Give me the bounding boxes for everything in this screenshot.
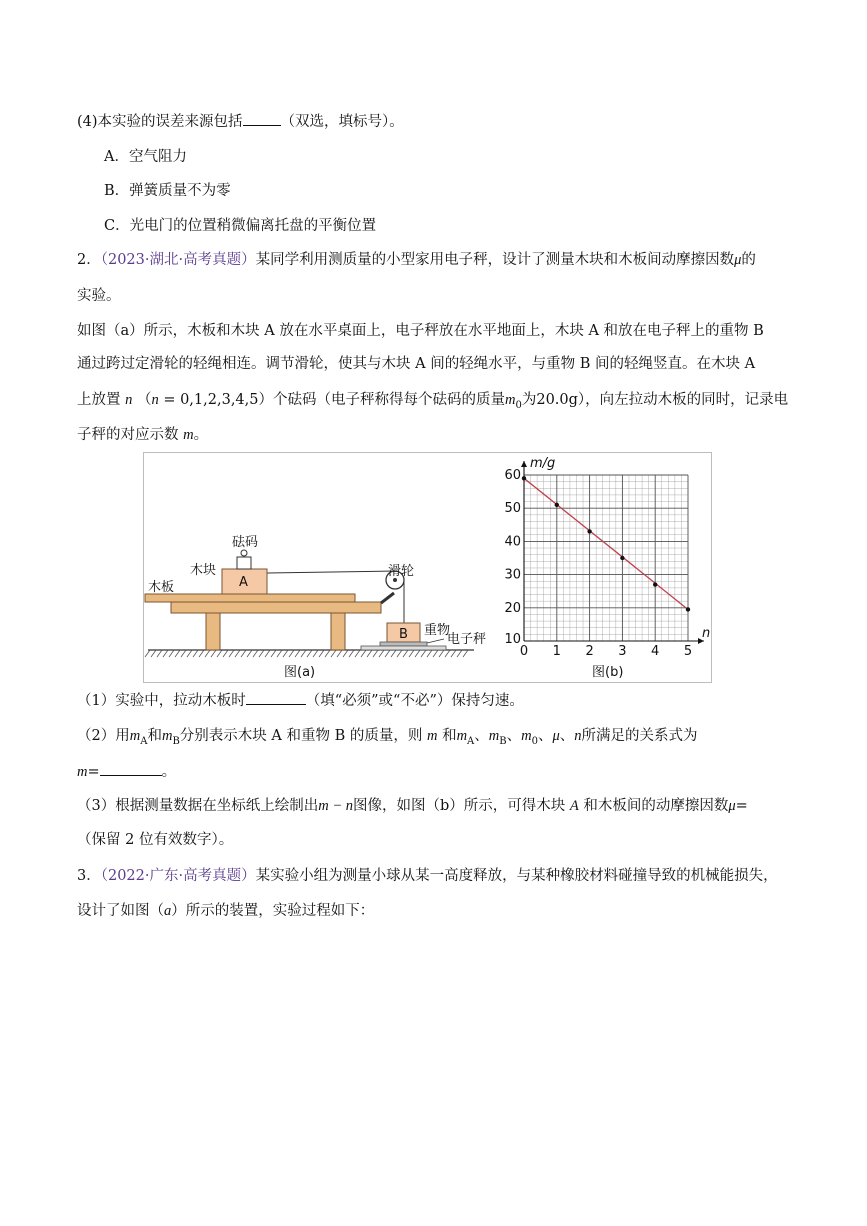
question-number: 3．: [77, 868, 101, 884]
y-tick-label: 30: [504, 567, 521, 583]
chart-fit-line: [524, 478, 688, 609]
var-m: m: [456, 728, 468, 744]
data-point: [620, 556, 624, 560]
hatch-mark: [409, 650, 414, 657]
y-tick-label: 50: [504, 501, 521, 517]
text: （: [136, 392, 152, 408]
x-tick-label: 1: [552, 644, 561, 659]
x-tick-label: 3: [618, 644, 627, 659]
figure-svg: [144, 453, 711, 682]
subscript: A: [467, 735, 475, 747]
var-n: n: [125, 392, 133, 408]
figure-box: [143, 452, 712, 683]
q2-sub3-note: （保留 2 位有效数字）。: [77, 832, 234, 848]
text: 。: [193, 427, 209, 443]
answer-blank[interactable]: [246, 690, 306, 705]
q4-stem: [77, 111, 404, 132]
q2-para-2: 通过跨过定滑轮的轻绳相连。调节滑轮，使其与木块 A 间的轻绳水平，与重物 B 间的轻绳竖直。在木块 A: [77, 356, 756, 372]
var-m: m: [521, 728, 532, 744]
data-point: [555, 503, 559, 507]
var-m: m: [488, 728, 500, 744]
text: 和: [442, 728, 457, 744]
question-source: （2023·湖北·高考真题）: [100, 252, 256, 268]
y-tick-label: 60: [504, 468, 521, 483]
text: 和木板间的动摩擦因数: [583, 798, 729, 814]
board: [145, 594, 355, 602]
x-tick-label: 2: [585, 644, 594, 659]
text: 分别表示木块 A 和重物 B 的质量，则: [179, 728, 423, 744]
q2-sub2: [77, 726, 698, 752]
q4-stem-suffix: （双选，填标号）。: [280, 114, 404, 130]
hatch-mark: [445, 650, 450, 657]
chart-x-ticks: [520, 644, 692, 659]
hatch-mark: [211, 650, 216, 657]
label-pulley: 滑轮: [388, 564, 415, 579]
var-m: m: [426, 728, 438, 744]
subscript: A: [140, 735, 148, 747]
label-board: 木板: [148, 580, 175, 595]
hatch-mark: [289, 650, 294, 657]
text: （填“必须”或“不必”）保持匀速。: [305, 693, 524, 709]
q2-text-end: 的: [741, 252, 756, 268]
subscript: 0: [515, 399, 522, 411]
hatch-mark: [181, 650, 186, 657]
text: 上放置: [77, 392, 121, 408]
q2-para-3: [77, 390, 788, 416]
text: 所满足的关系式为: [581, 728, 698, 744]
hatch-mark: [265, 650, 270, 657]
hatch-mark: [373, 650, 378, 657]
text: 和: [147, 728, 162, 744]
equals: =: [87, 764, 100, 780]
hatch-mark: [259, 650, 264, 657]
hatch-mark: [337, 650, 342, 657]
hatch-mark: [193, 650, 198, 657]
hatch-mark: [427, 650, 432, 657]
var-m: m: [129, 728, 141, 744]
equals: =: [735, 798, 748, 814]
hatch-mark: [241, 650, 246, 657]
hatch-mark: [379, 650, 384, 657]
text: 子秤的对应示数: [77, 427, 179, 443]
question-source: （2022·广东·高考真题）: [100, 868, 256, 884]
pulley-arm: [381, 593, 394, 603]
mu-symbol: μ: [734, 252, 742, 268]
hatch-mark: [367, 650, 372, 657]
q3-title: [77, 866, 778, 886]
hatch-mark: [295, 650, 300, 657]
n-values: = 0,1,2,3,4,5: [158, 392, 259, 408]
scale-pointer: [427, 639, 444, 643]
hatch-mark: [235, 650, 240, 657]
hatch-mark: [325, 650, 330, 657]
hatch-mark: [145, 650, 150, 657]
hatch-mark: [205, 650, 210, 657]
hatch-mark: [349, 650, 354, 657]
label-heavy: 重物: [424, 623, 451, 638]
hatch-mark: [421, 650, 426, 657]
hatch-mark: [151, 650, 156, 657]
var-m: m: [77, 764, 88, 780]
hatch-mark: [361, 650, 366, 657]
var-m: m: [183, 427, 194, 443]
answer-blank[interactable]: [243, 111, 281, 126]
hatch-mark: [163, 650, 168, 657]
y-axis-arrow: [521, 461, 527, 467]
x-tick-label: 0: [519, 644, 529, 659]
var-n: n: [151, 392, 159, 408]
chart-minor-grid: [524, 475, 688, 641]
var-a: a: [164, 903, 172, 919]
x-tick-label: 4: [651, 644, 660, 659]
text: ）所示的装置，实验过程如下：: [171, 903, 375, 919]
var-n: n: [574, 728, 582, 744]
text: 。: [161, 764, 177, 780]
table-leg-right: [331, 613, 345, 650]
weights-knob: [241, 550, 247, 556]
label-a: A: [239, 575, 248, 590]
var-m: m: [161, 728, 173, 744]
text: （3）根据测量数据在坐标纸上绘制出: [77, 798, 319, 814]
text: （1）实验中，拉动木板时: [77, 693, 246, 709]
hatch-mark: [463, 650, 468, 657]
caption-a: 图(a): [284, 665, 316, 680]
mu-symbol: μ: [552, 728, 560, 744]
table-leg-left: [206, 613, 220, 650]
hatch-mark: [169, 650, 174, 657]
hatch-mark: [277, 650, 282, 657]
q2-text: 某同学利用测质量的小型家用电子秤，设计了测量木块和木板间动摩擦因数: [255, 252, 735, 268]
scale-pan: [380, 642, 427, 646]
label-scale: 电子秤: [447, 632, 487, 647]
electronic-scale: [361, 646, 446, 650]
hatch-mark: [271, 650, 276, 657]
hatch-mark: [433, 650, 438, 657]
q4-option-a: A．空气阻力: [104, 149, 187, 165]
question-number: 2．: [77, 252, 101, 268]
hatch-mark: [415, 650, 420, 657]
y-tick-label: 10: [504, 632, 521, 647]
hatch-mark: [187, 650, 192, 657]
subscript: B: [172, 735, 180, 747]
hatch-mark: [397, 650, 402, 657]
hatch-mark: [307, 650, 312, 657]
hatch-mark: [319, 650, 324, 657]
mu-symbol: μ: [728, 798, 736, 814]
caption-b: 图(b): [592, 665, 624, 680]
hatch-mark: [175, 650, 180, 657]
hatch-mark: [223, 650, 228, 657]
text: 图像，如图（b）所示，可得木块: [353, 798, 566, 814]
sep: 、: [474, 728, 489, 744]
q3-text: 某实验小组为测量小球从某一高度释放，与某种橡胶材料碰撞导致的机械能损失，: [255, 868, 778, 884]
hatch-mark: [355, 650, 360, 657]
hatch-mark: [217, 650, 222, 657]
hatch-mark: [457, 650, 462, 657]
hatch-mark: [331, 650, 336, 657]
hatch-mark: [439, 650, 444, 657]
hatch-mark: [253, 650, 258, 657]
q2-para-1: 如图（a）所示，木板和木块 A 放在水平桌面上，电子秤放在水平地面上，木块 A 和放在电子秤上的重物 B: [77, 323, 764, 339]
var-m0: m: [504, 392, 516, 408]
hatch-mark: [199, 650, 204, 657]
answer-blank[interactable]: [100, 761, 162, 776]
hatch-mark: [247, 650, 252, 657]
label-weights: 砝码: [232, 535, 259, 550]
q3-line2: [77, 901, 374, 921]
rope-horizontal: [267, 571, 395, 573]
q2-title: [77, 250, 756, 270]
sep: 、: [537, 728, 553, 744]
hatch-mark: [229, 650, 234, 657]
m-n-expr: m − n: [318, 798, 353, 814]
mass-value: 20.0g: [536, 392, 578, 408]
q2-line2: 实验。: [77, 288, 121, 304]
q4-stem-text: (4)本实验的误差来源包括: [77, 114, 243, 130]
text: （2）用: [77, 728, 130, 744]
hatch-mark: [385, 650, 390, 657]
data-point: [587, 529, 591, 533]
var-a: A: [569, 798, 579, 814]
x-tick-label: 5: [683, 644, 693, 659]
subscript: 0: [531, 735, 538, 747]
apparatus-diagram: [145, 534, 486, 680]
q4-option-b: B．弹簧质量不为零: [104, 183, 231, 199]
y-tick-label: 20: [504, 600, 521, 616]
hatch-mark: [313, 650, 318, 657]
data-point: [686, 607, 690, 611]
chart-mn: [504, 456, 710, 680]
data-point: [522, 476, 526, 480]
text: 为: [521, 392, 537, 408]
sep: 、: [506, 728, 522, 744]
table-top: [171, 602, 381, 613]
hatch-mark: [157, 650, 162, 657]
fit-line: [524, 478, 688, 609]
label-b: B: [399, 627, 408, 642]
label-block: 木块: [190, 563, 217, 578]
data-point: [653, 582, 657, 586]
hatch-mark: [301, 650, 306, 657]
q2-para-4: [77, 425, 208, 445]
text: 设计了如图（: [77, 903, 164, 919]
sep: 、: [559, 728, 575, 744]
chart-x-label: n: [702, 626, 711, 641]
q4-option-c: C．光电门的位置稍微偏离托盘的平衡位置: [104, 218, 377, 234]
chart-y-label: m/g: [530, 456, 556, 471]
hatch-mark: [283, 650, 288, 657]
q2-sub1: [77, 690, 524, 711]
text: ），向左拉动木板的同时，记录电: [577, 392, 789, 408]
q2-sub2-answer: [77, 761, 176, 782]
q2-sub3: [77, 796, 748, 816]
text: ）个砝码（电子秤称得每个砝码的质量: [258, 392, 505, 408]
weights: [237, 557, 251, 569]
hatch-mark: [451, 650, 456, 657]
hatch-mark: [343, 650, 348, 657]
chart-y-ticks: [504, 468, 521, 647]
hatch-mark: [403, 650, 408, 657]
ground-hatch: [145, 650, 468, 657]
y-tick-label: 40: [504, 534, 521, 550]
hatch-mark: [391, 650, 396, 657]
subscript: B: [499, 735, 507, 747]
chart-major-grid: [524, 475, 688, 641]
